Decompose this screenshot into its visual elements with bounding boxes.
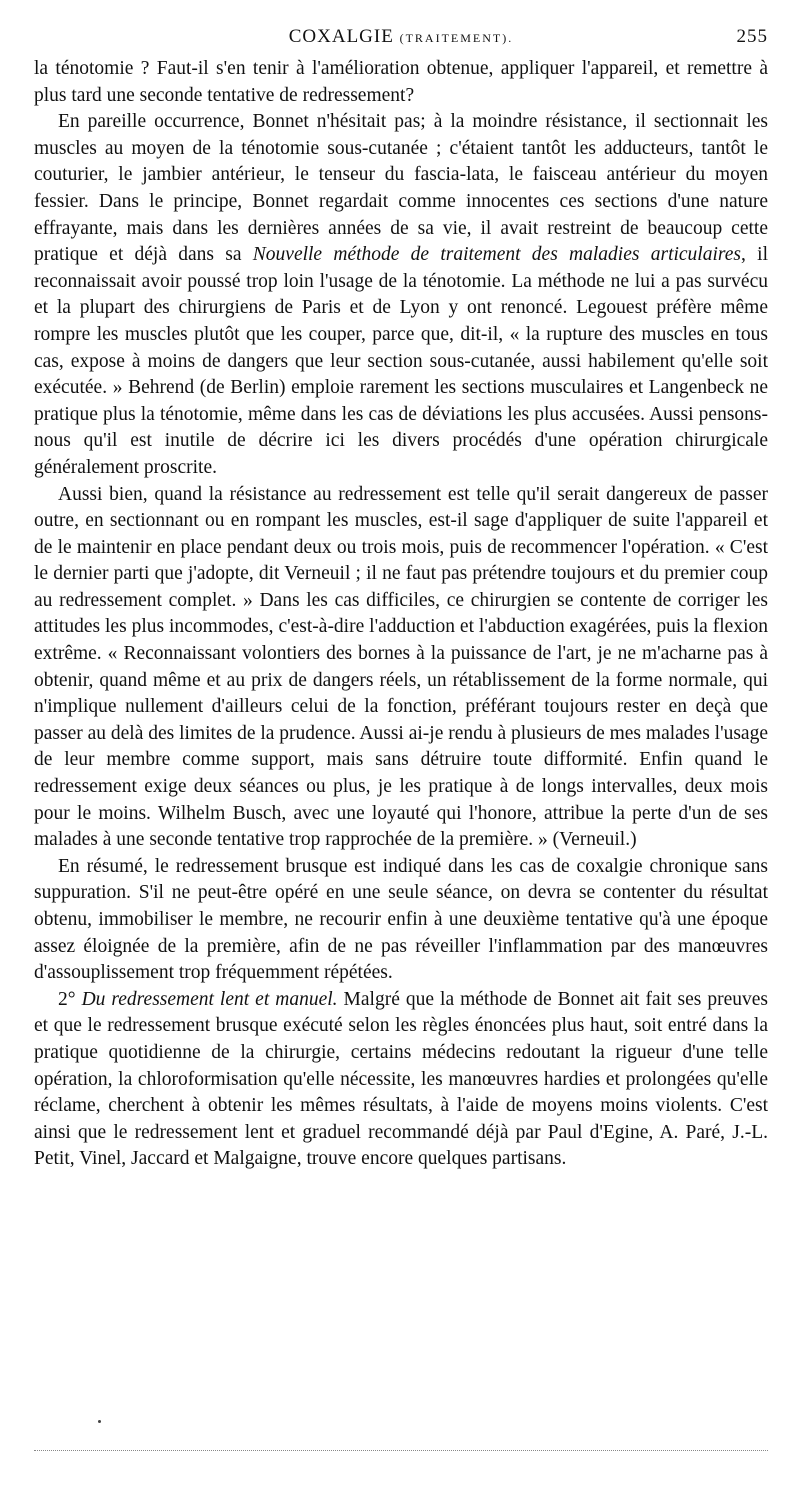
running-head xyxy=(34,26,768,56)
page-number: 255 xyxy=(736,26,768,47)
italic-text: Du redressement lent et manuel. xyxy=(81,988,338,1010)
paragraph xyxy=(34,56,768,109)
text-segment: Aussi bien, quand la résistance au redressement est telle qu'il serait dangereux de passer outre, en sectionnant ou en rompant les muscles, est-il sage d'appliquer de suite l'appareil et de le maintenir en place pendant deux ou trois mois, puis de recommencer l'opération. « C'est le dernier parti que j'adopte, dit Verneuil ; il ne faut pas prétendre toujours et du premier coup au redressement complet. » Dans les cas difficiles, ce chirurgien se contente de corriger les attitudes les plus incommodes, c'est-à-dire l'adduction et l'abduction exagérées, puis la flexion extrême. « Reconnaissant volontiers des bornes à la puissance de l'art, je ne m'acharne pas à obtenir, quand même et au prix de dangers réels, un rétablissement de la forme normale, qui n'implique nullement d'ailleurs celui de la fonction, préférant toujours rester en deçà que passer au delà des limites de la prudence. Aussi ai-je rendu à plusieurs de mes malades l'usage de leur membre comme support, mais sans détruire toute difformité. Enfin quand le redressement exige deux séances ou plus, je les pratique à de longs intervalles, deux mois pour le moins. Wilhelm Busch, avec une loyauté qui l'honore, attribue la perte d'un de ses malades à une seconde tentative trop rapprochée de la première. » (Verneuil.) xyxy=(34,483,768,851)
text-segment: , il reconnaissait avoir poussé trop loin l'usage de la ténotomie. La méthode ne lui a pas survécu et la plupart des chirurgiens de Paris et de Lyon y ont renoncé. Legouest préfère même rompre les muscles plutôt que les couper, parce que, dit-il, « la rupture des muscles en tous cas, expose à moins de dangers que leur section sous-cutanée, aussi habilement qu'elle soit exécutée. » Behrend (de Berlin) emploie rarement les sections musculaires et Langenbeck ne pratique plus la ténotomie, même dans les cas de déviations les plus accusées. Aussi pensons-nous qu'il est inutile de décrire ici les divers procédés d'une opération chirurgicale généralement proscrite. xyxy=(34,244,768,478)
margin-mark xyxy=(98,1420,101,1423)
paragraph xyxy=(34,854,768,987)
text-segment: Malgré que la méthode de Bonnet ait fait ses preuves et que le redressement brusque exécuté selon les règles énoncées plus haut, soit entré dans la pratique quotidienne de la chirurgie, certains médecins redoutant la rigueur d'une telle opération, la chloroformisation qu'elle nécessite, les manœuvres hardies et prolongées qu'elle réclame, cherchent à obtenir les mêmes résultats, à l'aide de moyens moins violents. C'est ainsi que le redressement lent et graduel recommandé déjà par Paul d'Egine, A. Paré, J.-L. Petit, Vinel, Jaccard et Malgaigne, trouve encore quelques partisans. xyxy=(34,988,768,1170)
running-title-main: COXALGIE xyxy=(288,26,394,47)
paragraph xyxy=(34,109,768,481)
paragraph xyxy=(34,987,768,1173)
italic-text: Nouvelle méthode de traitement des maladies articulaires xyxy=(252,244,742,266)
running-title xyxy=(289,26,514,48)
running-title-subtitle: (TRAITEMENT). xyxy=(399,31,514,45)
text-segment: la ténotomie ? Faut-il s'en tenir à l'amélioration obtenue, appliquer l'appareil, et remettre à plus tard une seconde tentative de redressement? xyxy=(34,58,768,106)
footer-rule xyxy=(34,1450,768,1451)
text-segment: En pareille occurrence, Bonnet n'hésitait pas; à la moindre résistance, il sectionnait les muscles au moyen de la ténotomie sous-cutanée ; c'étaient tantôt les adducteurs, tantôt le couturier, le jambier antérieur, le tenseur du fascia-lata, le faisceau antérieur du moyen fessier. Dans le principe, Bonnet regardait comme innocentes ces sections d'une nature effrayante, mais dans les dernières années de sa vie, il avait restreint de beaucoup cette pratique et déjà dans sa xyxy=(34,111,768,266)
paragraph xyxy=(34,482,768,854)
text-segment: En résumé, le redressement brusque est indiqué dans les cas de coxalgie chronique sans suppuration. S'il ne peut-être opéré en une seule séance, on devra se contenter du résultat obtenu, immobiliser le membre, ne recourir enfin à une deuxième tentative qu'à une époque assez éloignée de la première, afin de ne pas réveiller l'inflammation par des manœuvres d'assouplissement trop fréquemment répétées. xyxy=(34,855,768,984)
body-text xyxy=(34,56,768,1173)
page xyxy=(34,26,768,1173)
text-segment: 2° xyxy=(58,988,82,1010)
